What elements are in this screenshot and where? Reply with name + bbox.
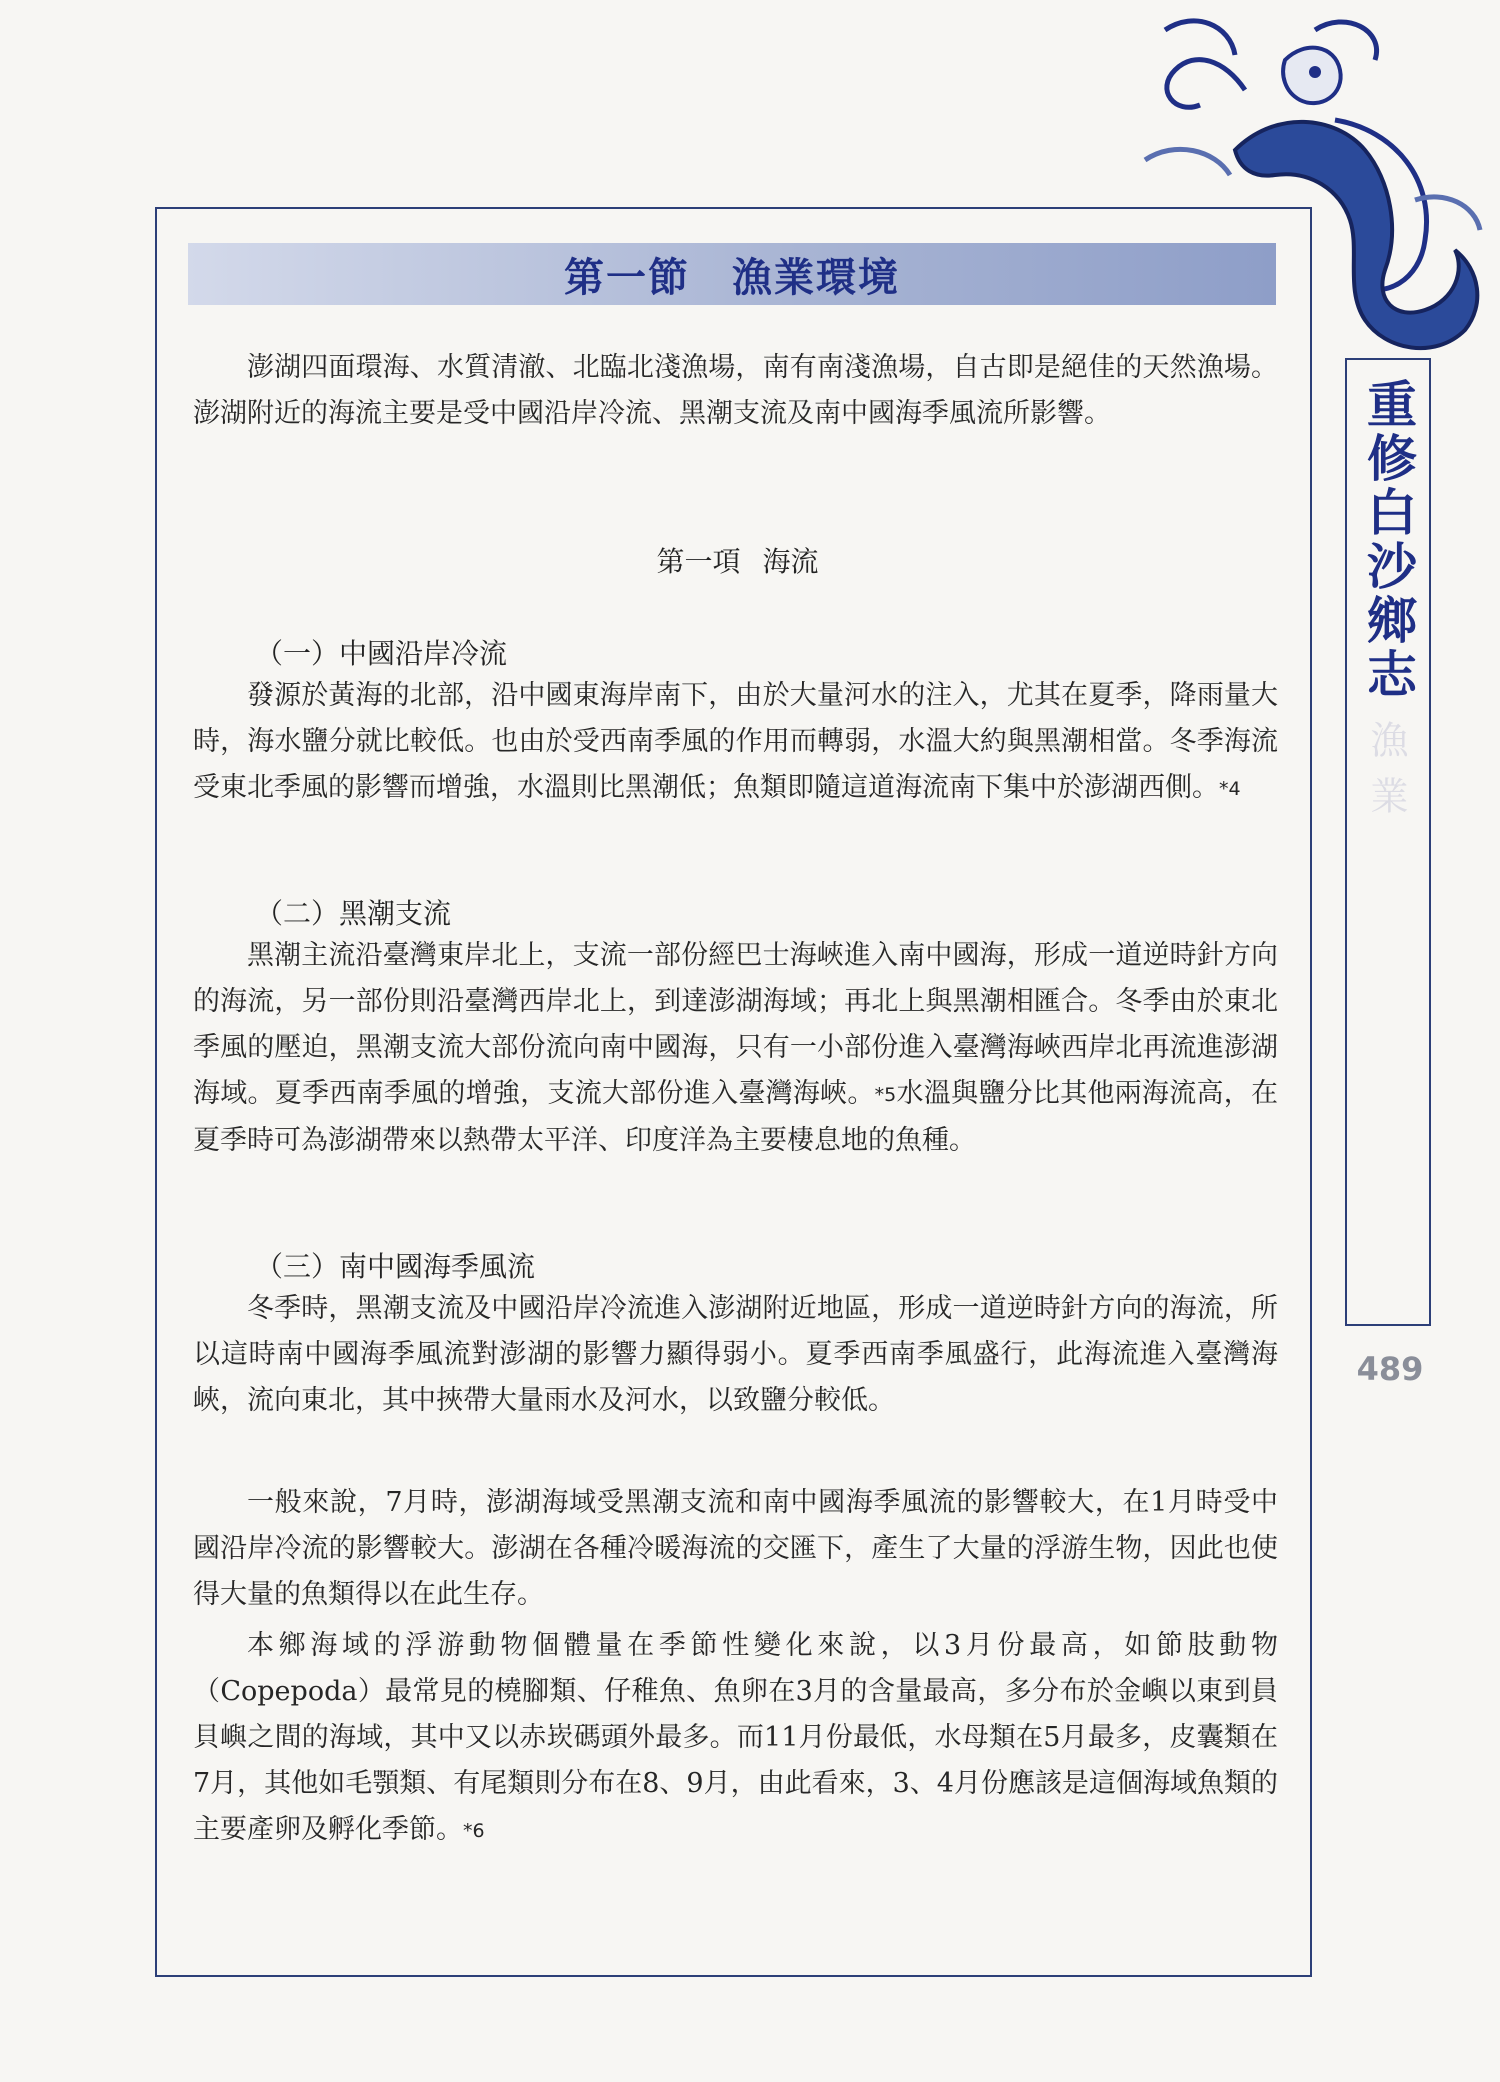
coastal-current-text: 發源於黃海的北部，沿中國東海岸南下，由於大量河水的注入，尤其在夏季，降雨量大時，海水鹽分就比較低。也由於受西南季風的作用而轉弱，水溫大約與黑潮相當。冬季海流受東北季風的影響而增強，水溫則比黑潮低；魚類即隨這道海流南下集中於澎湖西側。 <box>193 680 1278 803</box>
kuroshio-branch-text-a: 黑潮主流沿臺灣東岸北上，支流一部份經巴士海峽進入南中國海，形成一道逆時針方向的海流，另一部份則沿臺灣西岸北上，到達澎湖海域；再北上與黑潮相匯合。冬季由於東北季風的壓迫，黑潮支流大部份流向南中國海，只有一小部份進入臺灣海峽西岸北再流進澎湖海域。夏季西南季風的增強，支流大部份進入臺灣海峽。 <box>193 940 1278 1109</box>
general-paragraph: 一般來說，7月時，澎湖海域受黑潮支流和南中國海季風流的影響較大，在1月時受中國沿岸冷流的影響較大。澎湖在各種冷暖海流的交匯下，產生了大量的浮游生物，因此也使得大量的魚類得以在此生存。 <box>193 1487 1278 1610</box>
section-banner <box>188 243 1276 305</box>
intro-paragraph: 澎湖四面環海、水質清澈、北臨北淺漁場，南有南淺漁場，自古即是絕佳的天然漁場。澎湖附近的海流主要是受中國沿岸冷流、黑潮支流及南中國海季風流所影響。 <box>193 352 1278 429</box>
section-title: 第一節 漁業環境 <box>564 253 900 301</box>
plankton-block <box>193 1623 1278 1854</box>
chapter-watermark: 漁業 <box>1364 720 1408 832</box>
coastal-current-block <box>193 673 1278 812</box>
monsoon-current-paragraph: 冬季時，黑潮支流及中國沿岸冷流進入澎湖附近地區，形成一道逆時針方向的海流，所以這時南中國海季風流對澎湖的影響力顯得弱小。夏季西南季風盛行，此海流進入臺灣海峽，流向東北，其中挾帶大量雨水及河水，以致鹽分較低。 <box>193 1293 1278 1416</box>
plankton-paragraph <box>193 1623 1278 1854</box>
footnote-ref: *6 <box>463 1820 485 1842</box>
heading-kuroshio-branch: （二）黑潮支流 <box>255 897 452 930</box>
footnote-ref: *5 <box>874 1084 897 1106</box>
coastal-current-paragraph <box>193 673 1278 812</box>
item-title <box>195 540 1280 580</box>
heading-coastal-current: （一）中國沿岸冷流 <box>255 637 508 670</box>
footnote-ref: *4 <box>1219 778 1241 800</box>
kuroshio-branch-text-b: 水溫與鹽分比其他兩海流高，在夏季時可為澎湖帶來以熱帶太平洋、印度洋為主要棲息地的魚種。 <box>193 1078 1279 1156</box>
item-name: 海流 <box>762 545 819 578</box>
monsoon-current-block <box>193 1286 1278 1424</box>
heading-monsoon-current: （三）南中國海季風流 <box>255 1250 536 1283</box>
general-block <box>193 1480 1278 1618</box>
kuroshio-branch-paragraph <box>193 933 1278 1164</box>
kuroshio-branch-block <box>193 933 1278 1164</box>
plankton-text: 本鄉海域的浮游動物個體量在季節性變化來說，以3月份最高，如節肢動物（Copepoda）最常見的橈腳類、仔稚魚、魚卵在3月的含量最高，多分布於金嶼以東到員貝嶼之間的海域，其中又以赤崁碼頭外最多。而11月份最低，水母類在5月最多，皮囊類在7月，其他如毛顎類、有尾類則分布在8、9月，由此看來，3、4月份應該是這個海域魚類的主要產卵及孵化季節。 <box>193 1630 1278 1845</box>
book-title: 重修白沙鄉志 <box>1359 378 1418 702</box>
item-label: 第一項 <box>656 545 741 578</box>
page-number: 489 <box>1356 1350 1424 1388</box>
intro-block <box>193 345 1278 437</box>
